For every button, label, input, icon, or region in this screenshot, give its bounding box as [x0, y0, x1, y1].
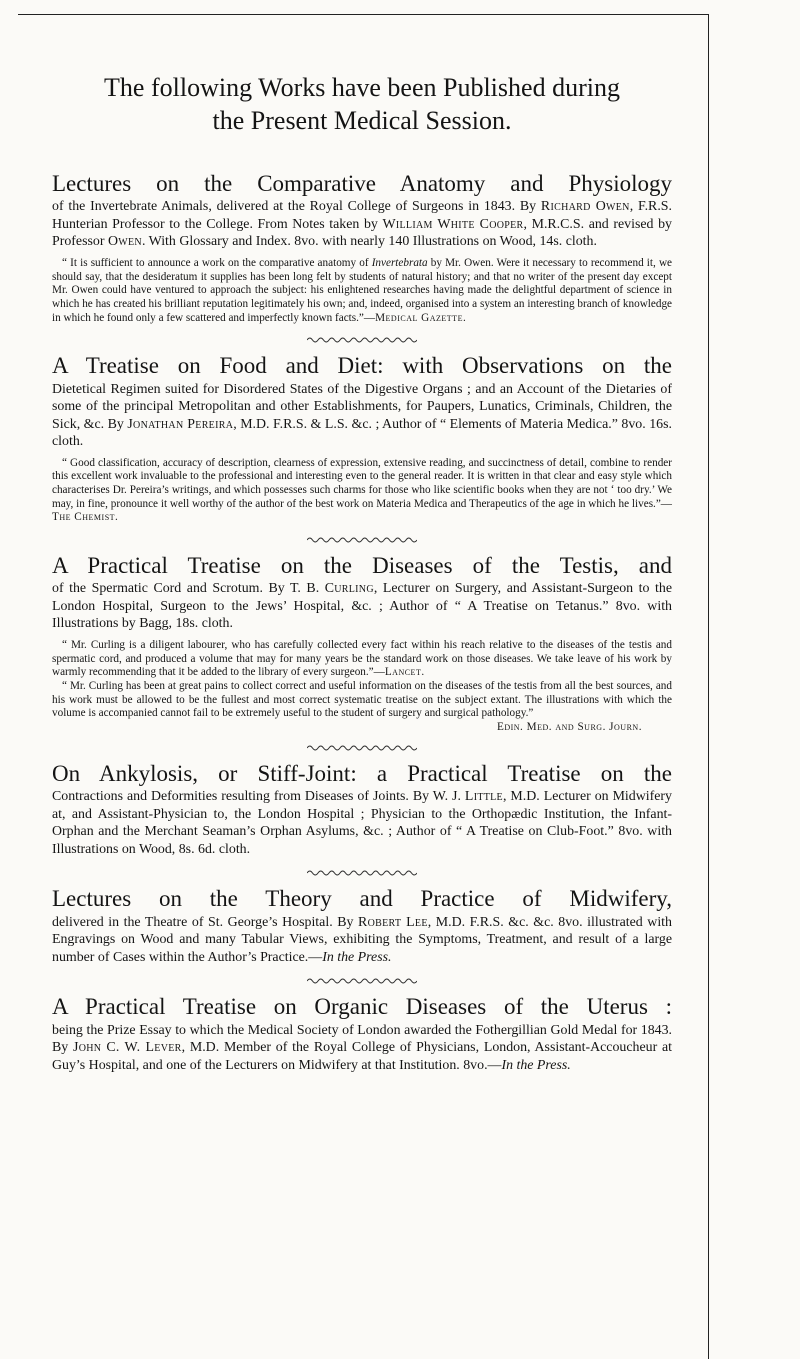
description-text: . With Glossary and Index. 8vo. with nearly 140 Illustrations on Wood, 14s. cloth.: [141, 234, 597, 250]
author-name: Jonathan Pereira: [127, 416, 234, 432]
review-text: “ Good classification, accuracy of description, clearness of expression, extensive reading, and succinctness of detail, combine to render this excellent work invaluable to the professional and interesting even to the general reader. It is written in that clear and easy style which characterises Dr. Pereira’s writings, and which possesses such charms for those who like scientific books when they are not ‘ too dry.’ We may, in fine, pronounce it well worthy of the author of the best work on Materia Medica and Therapeutics of the age in which he lives.”—: [52, 456, 672, 510]
book-entry-diseases-of-testis: [52, 553, 672, 733]
review-quote: [52, 257, 672, 326]
header-line-2: the Present Medical Session.: [212, 105, 512, 135]
book-description: [52, 788, 672, 858]
book-title: A Practical Treatise on the Diseases of the Testis, and: [52, 553, 672, 579]
review-quote: [52, 680, 672, 721]
book-entry-ankylosis: [52, 761, 672, 858]
review-italic-text: Invertebrata: [371, 256, 428, 269]
page-header: [52, 72, 672, 137]
review-source: Medical Gazette.: [375, 311, 467, 324]
description-text: of the Spermatic Cord and Scrotum. By T. B.: [52, 581, 325, 597]
review-source: The Chemist.: [52, 511, 119, 524]
review-source: Lancet.: [384, 666, 425, 679]
book-description: [52, 580, 672, 633]
book-description: [52, 1022, 672, 1075]
wavy-divider: [52, 737, 672, 759]
description-text: , M.D. F.R.S. & L.S. &c. ; Author of “ Elements of Materia Medica.” 8vo. 16s. cloth.: [52, 416, 672, 450]
book-title: Lectures on the Theory and Practice of Midwifery,: [52, 886, 672, 912]
review-text: “ It is sufficient to announce a work on the comparative anatomy of: [62, 256, 372, 269]
press-status: In the Press.: [501, 1057, 571, 1073]
book-title: A Practical Treatise on Organic Diseases of the Uterus :: [52, 994, 672, 1020]
author-name: John C. W. Lever: [73, 1040, 182, 1056]
author-name: Little: [464, 789, 503, 805]
book-title: On Ankylosis, or Stiff-Joint: a Practical Treatise on the: [52, 761, 672, 787]
right-border-rule: [708, 14, 709, 1359]
review-quote: [52, 457, 672, 526]
author-name: Richard Owen: [540, 199, 630, 215]
editor-name: William White Cooper: [382, 216, 524, 232]
top-border-rule: [18, 14, 708, 15]
author-name: Robert Lee: [358, 914, 428, 930]
review-quote: [52, 639, 672, 680]
book-entry-midwifery-lectures: [52, 886, 672, 966]
advertisement-page: [52, 72, 672, 1074]
description-text: being the Prize Essay to which the Medical Society of London awarded the Fothergillian Gold Medal for 1843. By: [52, 1022, 672, 1056]
review-source: Edin. Med. and Surg. Journ.: [496, 721, 642, 734]
description-text: , Lecturer on Surgery, and Assistant-Surgeon to the London Hospital, Surgeon to the Jews’ Hospital, &c. ; Author of “ A Treatise on Tetanus.” 8vo. with Illustrations by Bagg, 18s. cloth.: [52, 581, 672, 632]
wavy-divider: [52, 529, 672, 551]
wavy-divider: [52, 329, 672, 351]
description-text: of the Invertebrate Animals, delivered at the Royal College of Surgeons in 1843. By: [52, 199, 541, 215]
book-title: Lectures on the Comparative Anatomy and Physiology: [52, 171, 672, 196]
book-description: [52, 198, 672, 251]
book-entry-uterus-treatise: [52, 994, 672, 1074]
description-text: delivered in the Theatre of St. George’s Hospital. By: [52, 914, 359, 930]
book-title: A Treatise on Food and Diet: with Observations on the: [52, 353, 672, 379]
header-line-1: The following Works have been Published during: [104, 73, 620, 102]
description-text: , M.R.C.S. and revised by Professor: [52, 216, 672, 250]
author-name: Curling: [324, 581, 374, 597]
wavy-divider: [52, 862, 672, 884]
description-text: , F.R.S. Hunterian Professor to the College. From Notes taken by: [52, 199, 672, 232]
description-text: Contractions and Deformities resulting from Diseases of Joints. By W. J.: [52, 789, 465, 805]
review-text: “ Mr. Curling has been at great pains to collect correct and useful information on the diseases of the testis from all the best sources, and his work must be allowed to be the fullest and most correct systematic treatise on the subject extant. The illustrations with which the volume is accompanied cannot fail to be extremely useful to the student of surgery and surgical pathology.”: [52, 680, 672, 720]
book-entry-food-and-diet: [52, 353, 672, 525]
description-text: , M.D. F.R.S. &c. &c. 8vo. illustrated with Engravings on Wood and many Tabular Views, exhibiting the Symptoms, Treatment, and result of a large number of Cases within the Author’s Practice.—: [52, 914, 672, 965]
book-description: [52, 381, 672, 451]
press-status: In the Press.: [322, 949, 392, 965]
description-text: Dietetical Regimen suited for Disordered States of the Digestive Organs ; and an Account of the Dietaries of some of the principal Metropolitan and other Establishments, for Paupers, Lunatics, Criminals, Children, the Sick, &c. By: [52, 381, 672, 432]
book-description: [52, 914, 672, 967]
wavy-divider: [52, 970, 672, 992]
review-text: by Mr. Owen. Were it necessary to recommend it, we should say, that the desideratum it supplies has been long felt by students of natural history; and that no writer of the present day except Mr. Owen could have ventured to approach the subject: his enlightened researches having made the delightful department of science in which he has created his brilliant reputation legitimately his own; and, indeed, organised into a system an interesting branch of knowledge in which he found only a few scattered and imperfectly known facts.”—: [52, 256, 673, 324]
book-entry-comparative-anatomy: [52, 171, 672, 325]
description-text: , M.D. Member of the Royal College of Physicians, London, Assistant-Accoucheur at Guy’s Hospital, and one of the Lecturers on Midwifery at that Institution. 8vo.—: [52, 1040, 672, 1073]
description-text: , M.D. Lecturer on Midwifery at, and Assistant-Physician to, the London Hospital ; Physician to the Orthopædic Institution, the Infant-Orphan and the Merchant Seaman’s Orphan Asylums, &c. ; Author of “ A Treatise on Club-Foot.” 8vo. with Illustrations on Wood, 8s. 6d. cloth.: [52, 789, 672, 857]
author-name: Owen: [107, 234, 142, 250]
review-text: “ Mr. Curling is a diligent labourer, who has carefully collected every fact within his reach relative to the diseases of the testis and spermatic cord, and produced a volume that may for many years be the standard work on those diseases. We take leave of his work by warmly recommending that it be added to the library of every surgeon.”—: [52, 638, 672, 679]
